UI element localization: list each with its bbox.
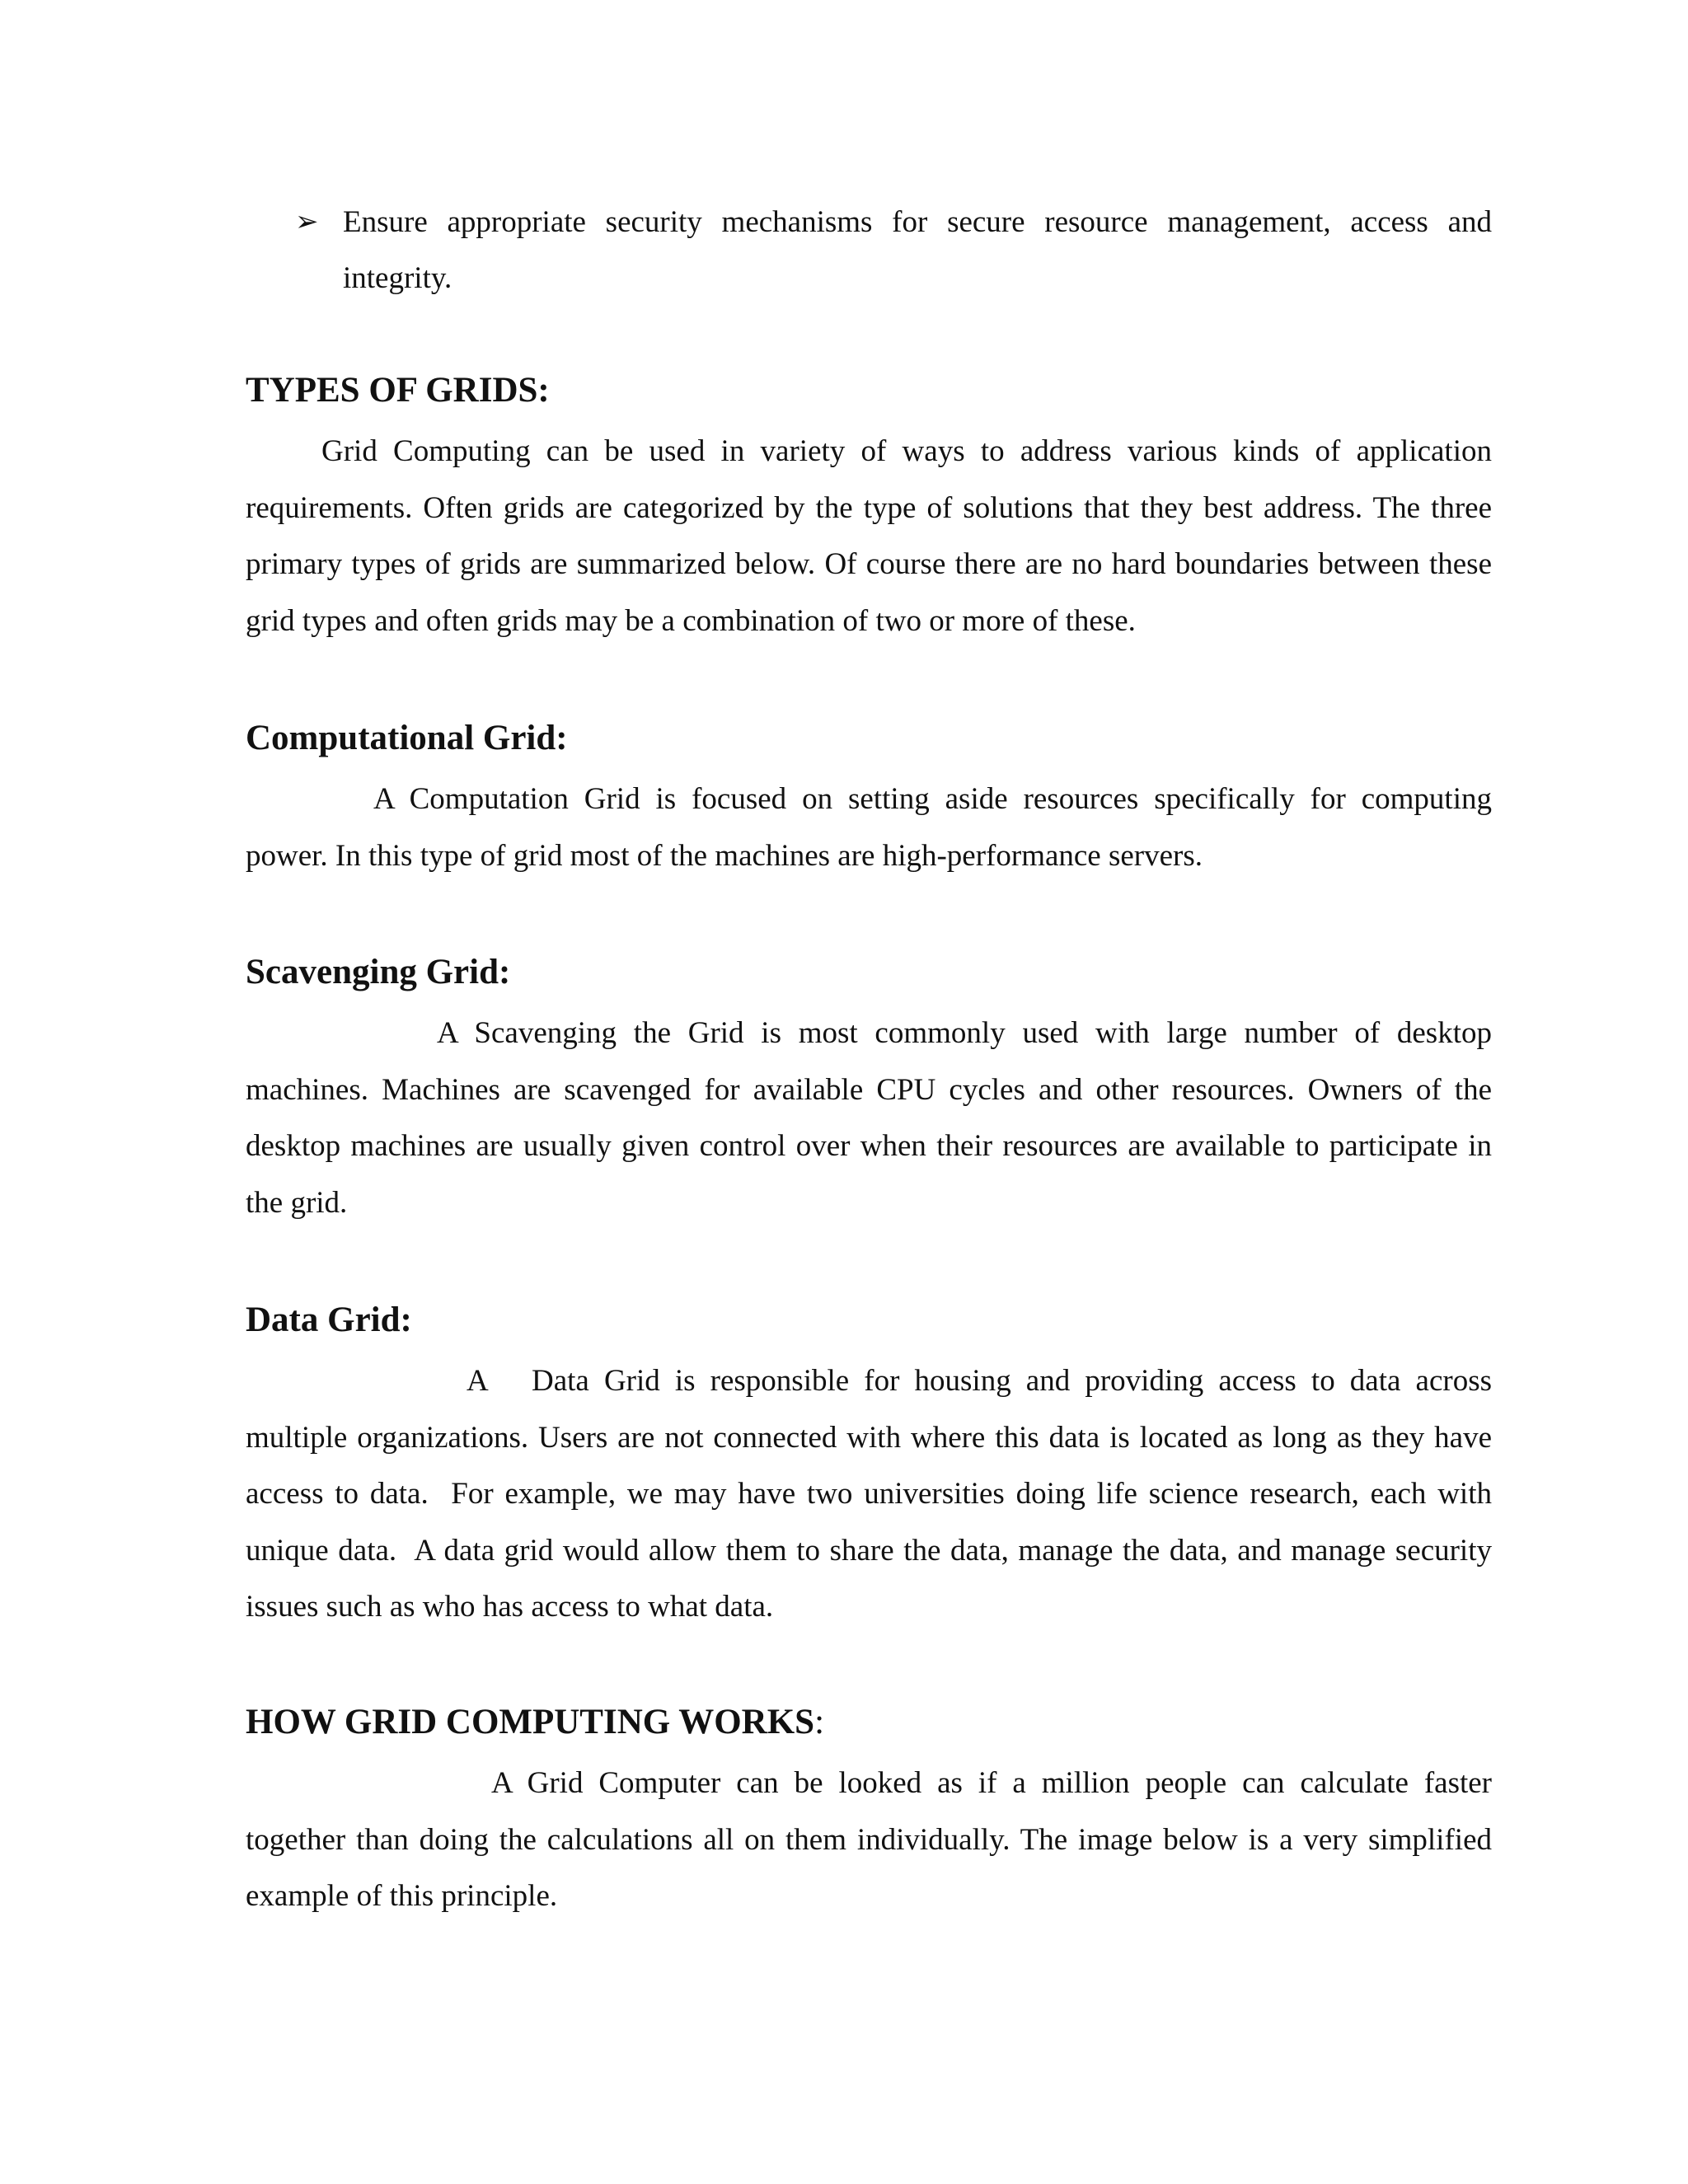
section-paragraph: A Data Grid is responsible for housing and providing access to data across multiple organizations. Users are not connected with where this data is located as long as they have access to data. For example, we may have two universities doing life science research, each with unique data. A data grid would allow them to share the data, manage the data, and manage security issues such as who has access to what data. (246, 1364, 1500, 1624)
section-heading: Scavenging Grid: (246, 953, 511, 991)
section-data-grid (246, 1296, 1500, 1636)
bullet-item (246, 194, 1492, 307)
section-heading: TYPES OF GRIDS: (246, 371, 550, 410)
bullet-text: Ensure appropriate security mechanisms for secure resource management, access and integrity. (343, 205, 1492, 295)
section-heading (246, 1698, 1492, 1747)
section-types-of-grids (246, 366, 1492, 649)
section-heading: Computational Grid: (246, 719, 568, 757)
section-heading: Data Grid: (246, 1301, 412, 1339)
section-paragraph: A Computation Grid is focused on setting aside resources specifically for computing power. In this type of grid most of the machines are high-performance servers. (246, 782, 1492, 873)
section-paragraph: A Scavenging the Grid is most commonly used with large number of desktop machines. Machines are scavenged for available CPU cycles and other resources. Owners of the desktop machines are usually given control over when their resources are available to participate in the grid. (246, 1016, 1492, 1220)
section-heading-colon: : (814, 1703, 825, 1741)
section-paragraph: A Grid Computer can be looked as if a million people can calculate faster together than doing the calculations all on them individually. The image below is a very simplified example of this principle. (246, 1766, 1492, 1913)
arrow-bullet-icon: ➢ (295, 207, 319, 237)
section-scavenging-grid (246, 948, 1492, 1231)
section-heading-text: HOW GRID COMPUTING WORKS (246, 1703, 815, 1741)
section-how-grid-computing-works (246, 1698, 1492, 1925)
section-computational-grid (246, 714, 1492, 884)
section-paragraph: Grid Computing can be used in variety of ways to address various kinds of application requirements. Often grids are categorized by the type of solutions that they best address. The three primary types of grids are summarized below. Of course there are no hard boundaries between these grid types and often grids may be a combination of two or more of these. (246, 434, 1492, 638)
